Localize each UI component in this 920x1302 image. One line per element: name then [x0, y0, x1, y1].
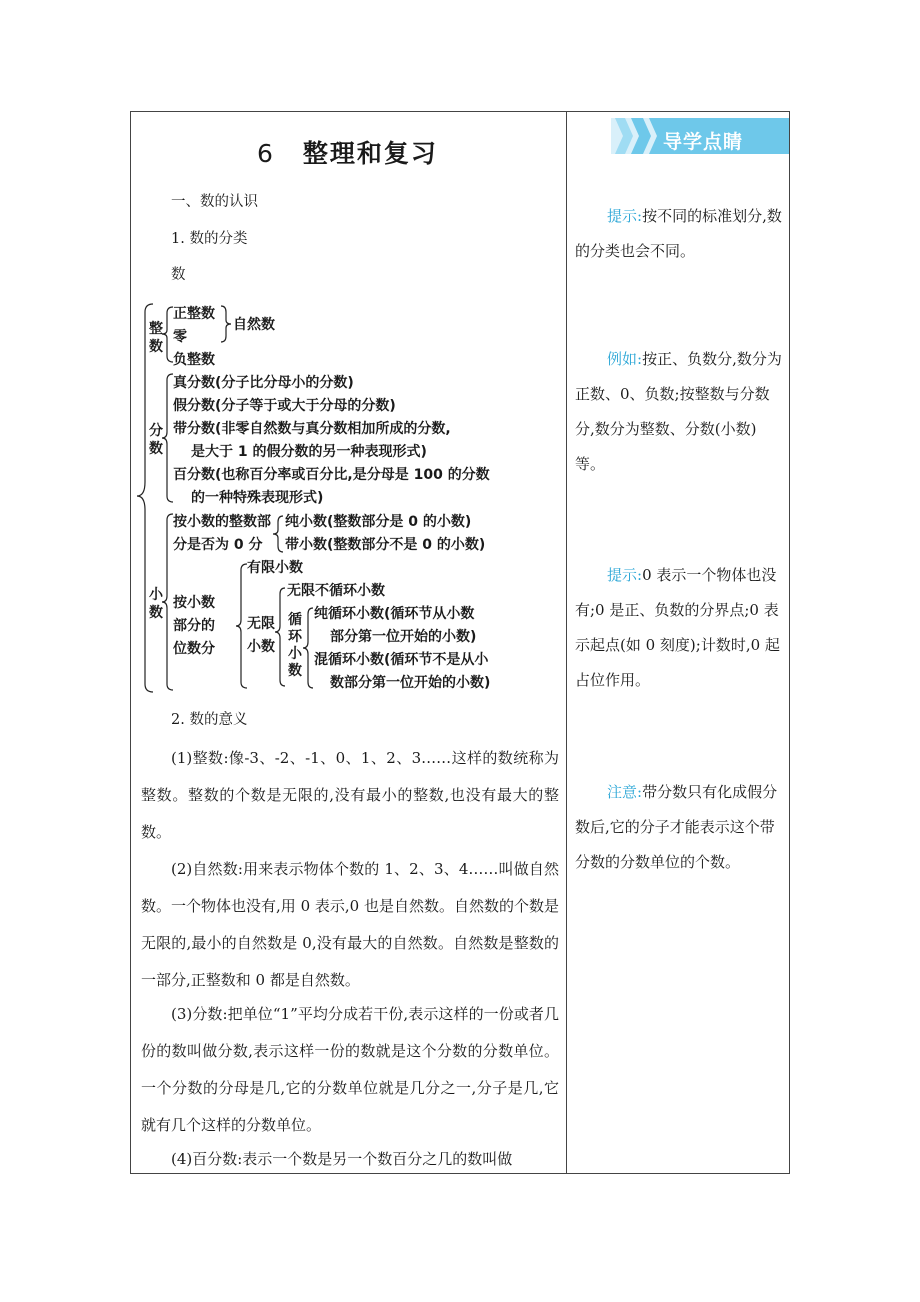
guide-banner-title: 导学点睛 — [663, 131, 744, 153]
mixed-repeating-line2: 数部分第一位开始的小数) — [330, 675, 491, 691]
digits-brace — [236, 564, 247, 688]
note-label: 注意: — [607, 783, 643, 801]
pure-repeating-line1: 纯循环小数(循环节从小数 — [314, 606, 475, 622]
paragraph-fraction: (3)分数:把单位“1”平均分成若干份,表示这样的一份或者几份的数叫做分数,表示这样一份的数就是这个分数的分数单位。一个分数的分母是几,它的分数单位就是几分之一,分子是几,它就有几个这样的分数单位。 — [141, 1005, 559, 1134]
note-example: 例如:按正、负数分,数分为正数、0、负数;按整数与分数分,数分为整数、分数(小数)等。 — [575, 350, 782, 473]
infinite-line2: 小数 — [247, 639, 275, 655]
by-int-part-line1: 按小数的整数部 — [173, 514, 271, 530]
meaning-heading: 2. 数的意义 — [171, 712, 248, 728]
mixed-decimal: 带小数(整数部分不是 0 的小数) — [285, 537, 486, 553]
mixed-fraction-line2: 是大于 1 的假分数的另一种表现形式) — [191, 444, 427, 460]
natural-brace — [221, 306, 231, 342]
tree-root: 数 — [171, 267, 186, 283]
infinite-brace — [275, 588, 285, 686]
infinite-line1: 无限 — [247, 616, 275, 632]
outer-brace — [137, 304, 153, 692]
pure-decimal: 纯小数(整数部分是 0 的小数) — [285, 514, 472, 530]
title-text: 整理和复习 — [302, 139, 438, 168]
int-part-brace — [273, 516, 283, 552]
paragraph-percent: (4)百分数:表示一个数是另一个数百分之几的数叫做 — [171, 1150, 513, 1168]
finite-decimal: 有限小数 — [247, 560, 303, 576]
by-int-part-line2: 分是否为 0 分 — [173, 537, 263, 553]
by-digits-line3: 位数分 — [173, 641, 215, 657]
decimal-label: 小数 — [149, 587, 163, 621]
repeating-label: 循环小数 — [288, 612, 302, 679]
section-heading: 一、数的认识 — [171, 194, 258, 210]
by-digits-line1: 按小数 — [173, 595, 215, 611]
note-label: 例如: — [607, 350, 643, 368]
proper-fraction: 真分数(分子比分母小的分数) — [173, 375, 354, 391]
note-hint-2: 提示:0 表示一个物体也没有;0 是正、负数的分界点;0 表示起点(如 0 刻度);计数时,0 起占位作用。 — [575, 566, 780, 689]
negative-integer: 负整数 — [173, 352, 215, 368]
nonrepeating-decimal: 无限不循环小数 — [287, 583, 385, 599]
improper-fraction: 假分数(分子等于或大于分母的分数) — [173, 398, 396, 414]
percent-line1: 百分数(也称百分率或百分比,是分母是 100 的分数 — [173, 467, 490, 483]
pure-repeating-line2: 部分第一位开始的小数) — [330, 629, 477, 645]
mixed-repeating-line1: 混循环小数(循环节不是从小 — [314, 652, 489, 668]
mixed-fraction-line1: 带分数(非零自然数与真分数相加所成的分数, — [173, 421, 451, 437]
fraction-label: 分数 — [149, 423, 163, 457]
percent-line2: 的一种特殊表现形式) — [191, 490, 324, 506]
subsection-classification: 1. 数的分类 — [171, 231, 248, 247]
repeating-brace — [303, 608, 313, 688]
zero: 零 — [173, 329, 187, 345]
title-number: 6 — [257, 139, 275, 168]
note-label: 提示: — [607, 566, 643, 584]
column-divider — [566, 111, 567, 1174]
paragraph-natural: (2)自然数:用来表示物体个数的 1、2、3、4……叫做自然数。一个物体也没有,用 0 表示,0 也是自然数。自然数的个数是无限的,最小的自然数是 0,没有最大的自然数。自然数是整数的一部分,正整数和 0 都是自然数。 — [141, 860, 559, 989]
by-digits-line2: 部分的 — [173, 618, 215, 634]
note-hint-1: 提示:按不同的标准划分,数的分类也会不同。 — [575, 207, 782, 260]
positive-integer: 正整数 — [173, 306, 215, 322]
integer-label: 整数 — [149, 321, 163, 355]
natural-number: 自然数 — [233, 317, 275, 333]
note-attention: 注意:带分数只有化成假分数后,它的分子才能表示这个带分数的分数单位的个数。 — [575, 783, 778, 871]
paragraph-integer: (1)整数:像-3、-2、-1、0、1、2、3……这样的数统称为整数。整数的个数是无限的,没有最小的整数,也没有最大的整数。 — [141, 749, 559, 841]
note-label: 提示: — [607, 207, 643, 225]
